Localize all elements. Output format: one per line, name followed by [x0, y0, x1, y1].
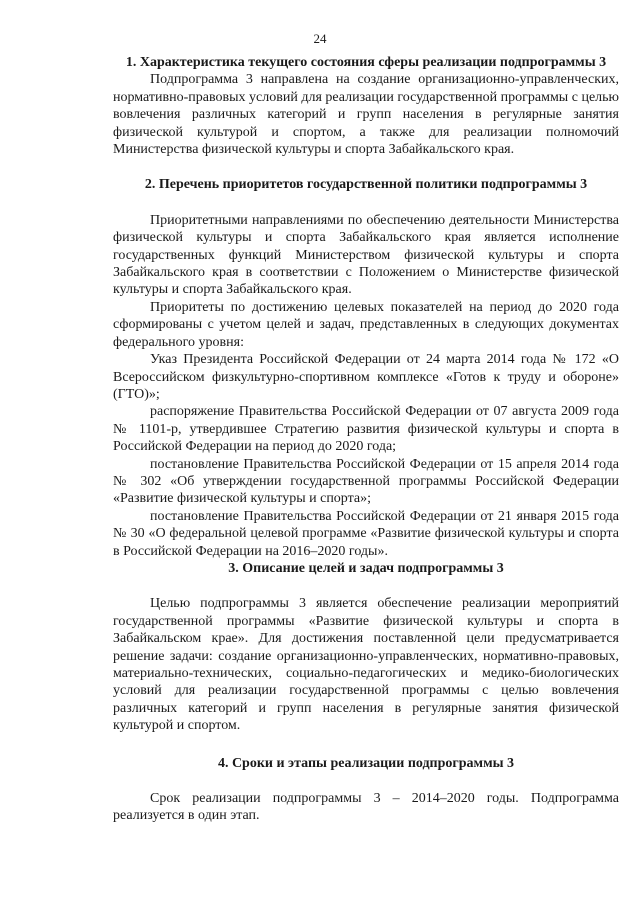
section-2-heading: 2. Перечень приоритетов государственной политики подпрограммы 3: [144, 177, 588, 193]
section-3-heading: 3. Описание целей и задач подпрограммы 3: [228, 560, 504, 576]
section-4-heading: 4. Сроки и этапы реализации подпрограммы 3: [217, 755, 515, 771]
section-2-document-item: Указ Президента Российской Федерации от 24 марта 2014 года № 172 «О Всероссийском физкультурно-спортивном комплексе «Готов к труду и обороне» (ГТО)»;: [113, 352, 619, 402]
section-2-document-item: распоряжение Правительства Российской Федерации от 07 августа 2009 года № 1101-р, утвердившее Стратегию развития физической культуры и спорта в Российской Федерации на период до 2020 года;: [113, 404, 619, 455]
section-1-heading: 1. Характеристика текущего состояния сферы реализации подпрограммы 3: [125, 55, 607, 70]
section-2-document-item: постановление Правительства Российской Федерации от 15 апреля 2014 года № 302 «Об утверждении государственной программы Российской Федерации «Развитие физической культуры и спорта»;: [113, 456, 619, 507]
section-3-paragraph: Целью подпрограммы 3 является обеспечение реализации мероприятий государственной программы «Развитие физической культуры и спорта в Забайкальском крае». Для достижения поставленной цели предусматривается решение задачи: создание организационно-управленческих, нормативно-правовых, материально-технических, социально-педагогических и медико-биологических условий для реализации государственной программы с целью вовлечения различных категорий и групп населения в регулярные занятия физической культурой и спортом.: [113, 596, 619, 734]
section-1-paragraph: Подпрограмма 3 направлена на создание организационно-управленческих, нормативно-правовых условий для реализации государственной программы с целью вовлечения различных категорий и групп населения в регулярные занятия физической культурой и спортом, а также для реализации полномочий Министерства физической культуры и спорта Забайкальского края.: [113, 72, 619, 158]
page-number: 24: [313, 31, 327, 46]
section-4-paragraph: Срок реализации подпрограммы 3 – 2014–2020 годы. Подпрограмма реализуется в один этап.: [113, 791, 619, 824]
section-2-document-item: постановление Правительства Российской Федерации от 21 января 2015 года № 30 «О федеральной целевой программе «Развитие физической культуры и спорта в Российской Федерации на 2016–2020 годы».: [113, 508, 619, 559]
document-body: [113, 54, 619, 825]
section-2-paragraph: Приоритетными направлениями по обеспечению деятельности Министерства физической культуры и спорта Забайкальского края является исполнение государственных функций Министерством физической культуры и спорта Забайкальского края в соответствии с Положением о Министерстве физической культуры и спорта Забайкальского края.: [113, 212, 619, 298]
section-2-paragraph: Приоритеты по достижению целевых показателей на период до 2020 года сформированы с учетом целей и задач, представленных в следующих документах федерального уровня:: [113, 299, 619, 350]
